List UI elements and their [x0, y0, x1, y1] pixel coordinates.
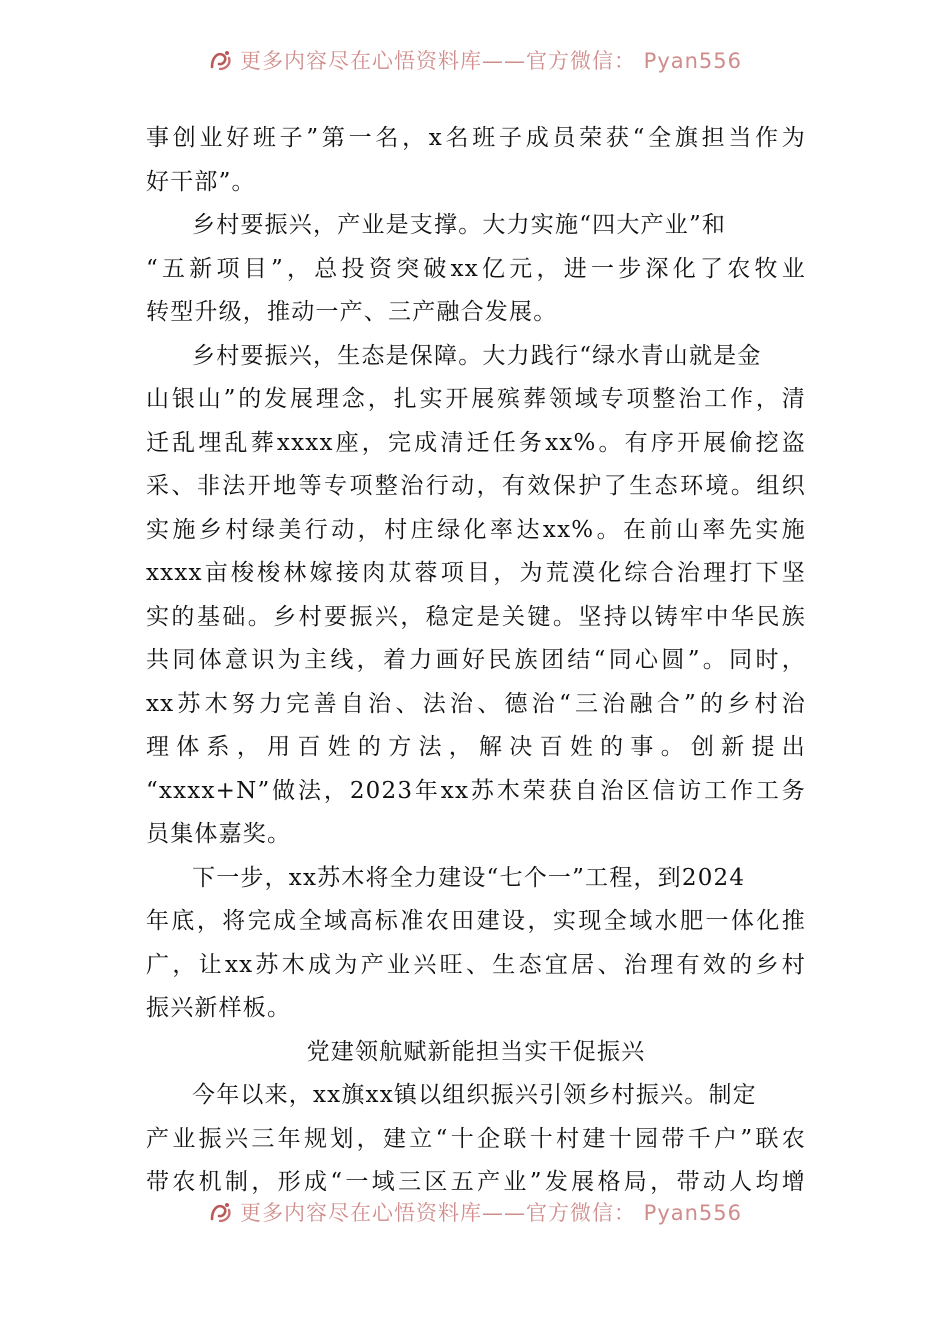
- watermark-banner-top: [0, 50, 950, 90]
- watermark-logo-icon: [208, 1202, 234, 1225]
- text-line: 迁乱埋乱葬xxxx座，完成清迁任务xx%。有序开展偷挖盗: [146, 429, 806, 456]
- text-line: 共同体意识为主线，着力画好民族团结“同心圆”。同时，: [146, 647, 806, 673]
- text-line: 乡村要振兴，产业是支撑。大力实施“四大产业”和: [192, 212, 727, 238]
- text-line: 乡村要振兴，生态是保障。大力践行“绿水青山就是金: [192, 342, 762, 369]
- text-line: 采、非法开地等专项整治行动，有效保护了生态环境。组织: [146, 473, 806, 499]
- text-line: 广，让xx苏木成为产业兴旺、生态宜居、治理有效的乡村: [146, 951, 806, 978]
- text-line: 下一步，xx苏木将全力建设“七个一”工程，到2024: [192, 864, 746, 891]
- watermark-logo-icon: [208, 50, 234, 73]
- text-line: 振兴新样板。: [146, 995, 292, 1021]
- text-line: 今年以来，xx旗xx镇以组织振兴引领乡村振兴。制定: [192, 1082, 757, 1108]
- text-line: 员集体嘉奖。: [146, 821, 292, 847]
- watermark-text: 更多内容尽在心悟资料库——官方微信： Pyan556: [239, 50, 743, 73]
- text-line: 带农机制，形成“一域三区五产业”发展格局，带动人均增: [146, 1169, 806, 1195]
- document-body: [146, 117, 806, 1205]
- text-line: 转型升级，推动一产、三产融合发展。: [146, 299, 558, 325]
- text-line: 实的基础。乡村要振兴，稳定是关键。坚持以铸牢中华民族: [146, 603, 806, 630]
- text-line: 理体系，用百姓的方法，解决百姓的事。创新提出: [146, 734, 806, 760]
- text-line: 山银山”的发展理念，扎实开展殡葬领域专项整治工作，清: [146, 386, 806, 412]
- text-line: “五新项目”，总投资突破xx亿元，进一步深化了农牧业: [146, 255, 806, 282]
- text-line: 好干部”。: [146, 168, 256, 195]
- text-line: xxxx亩梭梭林嫁接肉苁蓉项目，为荒漠化综合治理打下坚: [146, 560, 806, 586]
- text-line: 年底，将完成全域高标准农田建设，实现全域水肥一体化推: [146, 908, 806, 934]
- text-line: “xxxx+N”做法，2023年xx苏木荣获自治区信访工作工务: [146, 777, 806, 804]
- section-heading: 党建领航赋新能担当实干促振兴: [306, 1038, 646, 1065]
- watermark-banner-bottom: [0, 1202, 950, 1242]
- text-line: xx苏木努力完善自治、法治、德治“三治融合”的乡村治: [146, 690, 806, 717]
- text-line: 事创业好班子”第一名，x名班子成员荣获“全旗担当作为: [146, 125, 806, 151]
- text-line: 实施乡村绿美行动，村庄绿化率达xx%。在前山率先实施: [146, 516, 806, 543]
- text-line: 产业振兴三年规划，建立“十企联十村建十园带千户”联农: [146, 1125, 806, 1152]
- watermark-text: 更多内容尽在心悟资料库——官方微信： Pyan556: [239, 1202, 743, 1225]
